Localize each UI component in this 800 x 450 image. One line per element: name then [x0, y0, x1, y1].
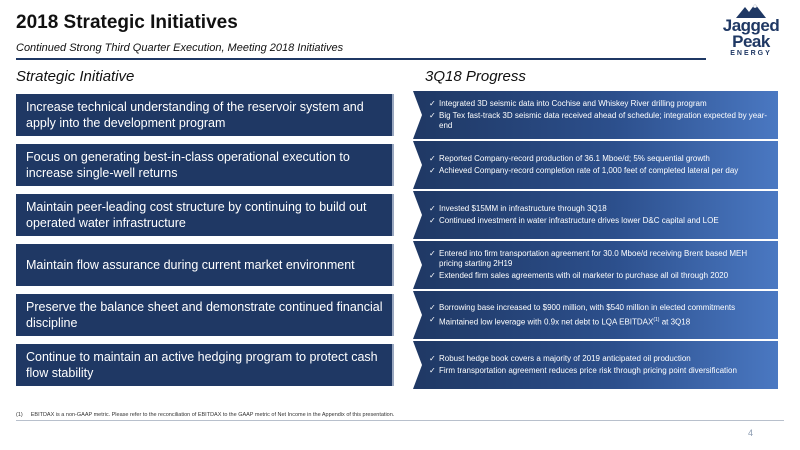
initiative-box: [16, 344, 394, 386]
progress-box: [413, 341, 778, 389]
progress-box: [413, 241, 778, 289]
logo-text-line3: ENERGY: [730, 50, 772, 57]
progress-text: Reported Company-record production of 36.1 Mboe/d; 5% sequential growth: [439, 154, 710, 163]
progress-text: Firm transportation agreement reduces price risk through pricing point diversification: [439, 366, 737, 375]
progress-box: [413, 191, 778, 239]
initiative-text: Maintain flow assurance during current market environment: [26, 258, 355, 272]
initiative-box: [16, 244, 394, 286]
initiative-box: [16, 144, 394, 186]
progress-text: Extended firm sales agreements with oil marketer to purchase all oil through 2020: [439, 271, 729, 280]
initiative-row: [16, 241, 778, 289]
initiative-text: Increase technical understanding of the reservoir system and apply into the development program: [26, 100, 364, 130]
checkmark-icon: ✓: [429, 271, 436, 280]
checkmark-icon: ✓: [429, 166, 436, 175]
progress-text: Integrated 3D seismic data into Cochise and Whiskey River drilling program: [439, 99, 707, 108]
progress-text: Maintained low leverage with 0.9x net debt to LQA EBITDAX: [439, 317, 654, 327]
logo-text-line1: Jagged: [722, 16, 780, 35]
progress-box: [413, 141, 778, 189]
logo-text-line2: Peak: [732, 32, 770, 51]
progress-text: Entered into firm transportation agreement for 30.0 Mboe/d receiving Brent based MEH pricing starting 2H19: [439, 249, 748, 268]
progress-bullet: [429, 354, 770, 364]
progress-box: [413, 291, 778, 339]
progress-text-tail: at 3Q18: [659, 317, 691, 327]
initiative-text: Preserve the balance sheet and demonstrate continued financial discipline: [26, 300, 383, 330]
progress-text: Invested $15MM in infrastructure through 3Q18: [439, 204, 607, 213]
initiative-row: [16, 141, 778, 189]
initiatives-table: [16, 91, 778, 391]
initiative-box: [16, 194, 394, 236]
progress-box: [413, 91, 778, 139]
progress-bullet: [429, 249, 770, 269]
initiative-row: [16, 291, 778, 339]
checkmark-icon: ✓: [429, 249, 436, 258]
footnote: [16, 412, 394, 418]
column-heading-initiative: Strategic Initiative: [16, 68, 135, 85]
checkmark-icon: ✓: [429, 354, 436, 363]
progress-text: Borrowing base increased to $900 million, with $540 million in elected commitments: [439, 302, 736, 312]
initiative-text: Continue to maintain an active hedging program to protect cash flow stability: [26, 350, 378, 380]
footnote-number: (1): [16, 412, 23, 418]
footnote-text: EBITDAX is a non-GAAP metric. Please refer to the reconciliation of EBITDAX to the GAAP metric of Net Income in the Appendix of this presentation.: [30, 412, 395, 418]
checkmark-icon: ✓: [429, 99, 436, 108]
progress-bullet: [429, 204, 770, 214]
progress-text: Achieved Company-record completion rate of 1,000 feet of completed lateral per day: [439, 166, 739, 175]
page-number: 4: [748, 428, 754, 438]
checkmark-icon: ✓: [429, 314, 436, 324]
progress-bullet: [429, 99, 770, 109]
progress-bullet: [429, 271, 770, 281]
checkmark-icon: ✓: [429, 216, 436, 225]
company-logo: [712, 4, 790, 62]
progress-text-with-footnote: [439, 315, 770, 328]
progress-bullet: [429, 216, 770, 226]
checkmark-icon: ✓: [429, 111, 436, 120]
progress-bullet: [429, 154, 770, 164]
column-heading-progress: 3Q18 Progress: [425, 68, 526, 85]
checkmark-icon: ✓: [429, 302, 436, 312]
page-title: 2018 Strategic Initiatives: [16, 12, 238, 33]
initiative-row: [16, 91, 778, 139]
progress-bullet: [429, 315, 770, 328]
footer-rule: [16, 420, 784, 421]
progress-text: Robust hedge book covers a majority of 2019 anticipated oil production: [439, 354, 691, 363]
header-rule: [16, 58, 706, 60]
progress-text: Continued investment in water infrastructure drives lower D&C capital and LOE: [439, 216, 719, 225]
progress-bullet: [429, 366, 770, 376]
initiative-text: Maintain peer-leading cost structure by continuing to build out operated water infrastructure: [26, 200, 367, 230]
progress-bullet: [429, 111, 770, 131]
initiative-box: [16, 94, 394, 136]
initiative-row: [16, 191, 778, 239]
footnote-marker: (1): [653, 316, 660, 323]
checkmark-icon: ✓: [429, 204, 436, 213]
initiative-text: Focus on generating best-in-class operational execution to increase single-well returns: [26, 150, 350, 180]
progress-text: Big Tex fast-track 3D seismic data received ahead of schedule; integration expected by year-end: [439, 111, 768, 130]
initiative-row: [16, 341, 778, 389]
initiative-box: [16, 294, 394, 336]
progress-bullet: [429, 303, 770, 313]
page-subtitle: Continued Strong Third Quarter Execution, Meeting 2018 Initiatives: [16, 42, 344, 54]
checkmark-icon: ✓: [429, 366, 436, 375]
progress-bullet: [429, 166, 770, 176]
checkmark-icon: ✓: [429, 154, 436, 163]
